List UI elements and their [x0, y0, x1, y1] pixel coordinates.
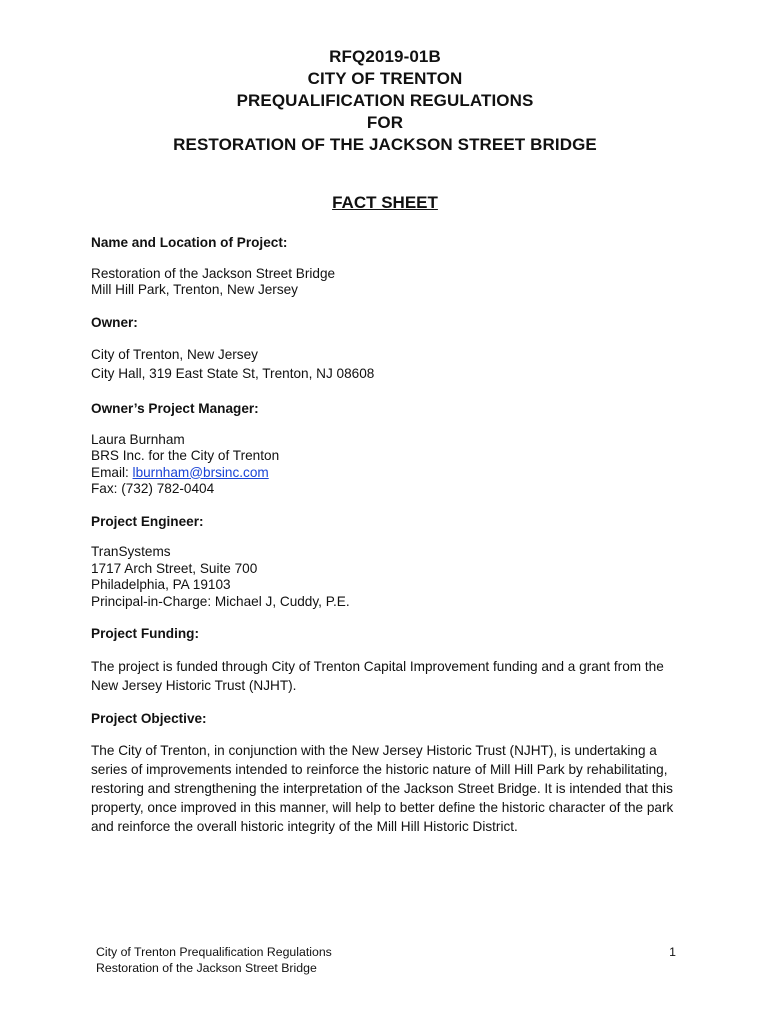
section-heading-objective: Project Objective:	[91, 710, 207, 726]
title-city: CITY OF TRENTON	[307, 69, 463, 88]
project-location: Mill Hill Park, Trenton, New Jersey	[91, 282, 298, 297]
title-rfq-number: RFQ2019-01B	[329, 47, 441, 66]
manager-company: BRS Inc. for the City of Trenton	[91, 448, 280, 463]
manager-fax: Fax: (732) 782-0404	[91, 481, 215, 496]
objective-text: The City of Trenton, in conjunction with the New Jersey Historic Trust (NJHT), is undertaking a series of improvements intended to reinforce the historic nature of Mill Hill Park by rehabilitating, restoring and strengthening the interpretation of the Jackson Street Bridge. It is intended that this property, once improved in this manner, will help to better define the historic character of the park and reinforce the overall historic integrity of the Mill Hill Historic District.	[91, 743, 674, 834]
owner-address: City Hall, 319 East State St, Trenton, NJ 08608	[91, 366, 375, 381]
page-footer	[96, 944, 676, 976]
section-heading-name-location: Name and Location of Project:	[91, 235, 288, 250]
document-title	[0, 46, 770, 156]
email-link[interactable]: lburnham@brsinc.com	[132, 464, 269, 480]
engineer-street: 1717 Arch Street, Suite 700	[91, 560, 258, 576]
engineer-firm: TranSystems	[91, 544, 171, 559]
title-project: RESTORATION OF THE JACKSON STREET BRIDGE	[173, 135, 597, 154]
owner-name: City of Trenton, New Jersey	[91, 347, 258, 362]
section-heading-owner: Owner:	[91, 314, 138, 330]
section-heading-engineer: Project Engineer:	[91, 513, 204, 529]
section-heading-project-manager: Owner’s Project Manager:	[91, 401, 259, 416]
manager-name: Laura Burnham	[91, 431, 185, 447]
section-heading-funding: Project Funding:	[91, 626, 199, 641]
footer-line-1: City of Trenton Prequalification Regulations	[96, 945, 332, 959]
title-for: FOR	[366, 113, 404, 132]
engineer-text	[91, 544, 691, 610]
page-number: 1	[669, 945, 676, 959]
project-manager-text	[91, 432, 691, 498]
title-regulations: PREQUALIFICATION REGULATIONS	[236, 91, 534, 110]
project-name: Restoration of the Jackson Street Bridge	[91, 265, 336, 281]
email-label: Email:	[91, 464, 133, 480]
document-body	[91, 235, 691, 852]
owner-text	[91, 345, 691, 383]
engineer-city: Philadelphia, PA 19103	[91, 577, 231, 592]
engineer-principal: Principal-in-Charge: Michael J, Cuddy, P.E.	[91, 593, 350, 609]
manager-email-line	[91, 465, 691, 482]
fact-sheet-heading: FACT SHEET	[332, 193, 438, 212]
name-location-text	[91, 266, 691, 299]
funding-text: The project is funded through City of Trenton Capital Improvement funding and a grant from the New Jersey Historic Trust (NJHT).	[91, 658, 664, 693]
footer-line-2: Restoration of the Jackson Street Bridge	[96, 961, 317, 975]
